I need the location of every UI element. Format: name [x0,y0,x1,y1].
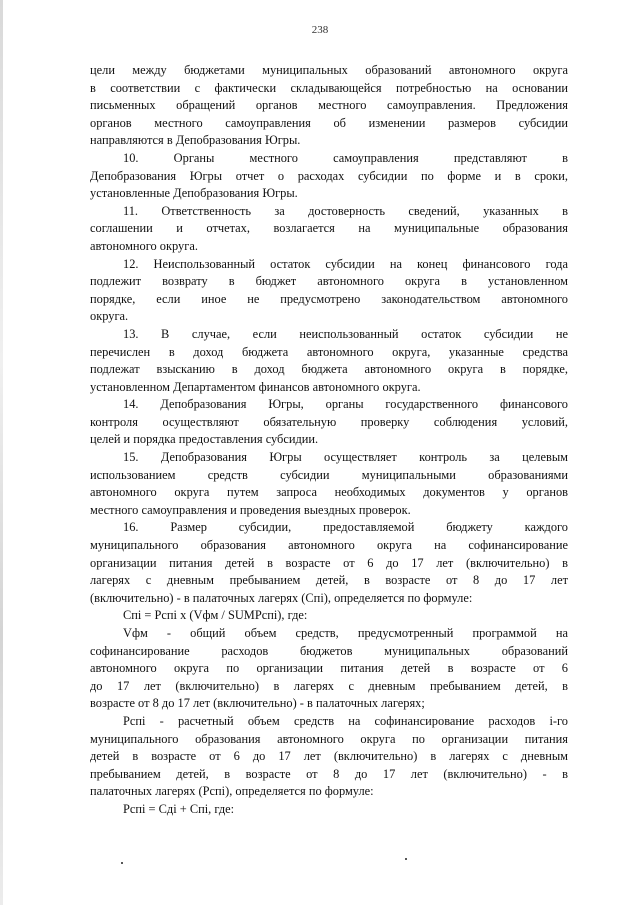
text-line: 10. Органы местного самоуправления представляют в [123,150,568,165]
text-line: Рспi - расчетный объем средств на софинансирование расходов i-го [123,713,568,728]
text-line: автономного округа. [90,238,198,253]
text-line: соглашении и отчетах, возлагается на муниципальные образования [90,221,568,236]
text-line: муниципального образования автономного округа на софинансирование [90,538,568,553]
text-line: 13. В случае, если неиспользованный остаток субсидии не [123,326,568,341]
scan-edge [0,0,3,905]
text-line: использованием средств субсидии муниципальными образованиями [90,467,568,482]
text-line: подлежит возврату в бюджет автономного округа в установленном [90,274,568,289]
text-line: софинансирование расходов бюджетов муниципальных образований [90,643,568,658]
text-line: 16. Размер субсидии, предоставляемой бюджету каждого [123,520,568,535]
text-line: до 17 лет (включительно) в лагерях с дневным пребыванием детей, в [90,678,568,693]
text-line: Спi = Рспi x (Vфм / SUMРспi), где: [123,608,308,623]
text-line: организации питания детей в возрасте от 6 до 17 лет (включительно) в [90,555,568,570]
text-line: детей в возрасте от 6 до 17 лет (включительно) в лагерях с дневным [90,749,568,764]
text-line: (включительно) - в палаточных лагерях (Спi), определяется по формуле: [90,590,473,605]
text-line: муниципального образования автономного округа по организации питания [90,731,568,746]
text-line: подлежат взысканию в доход бюджета автономного округа в порядке, [90,362,568,377]
text-line: 14. Депобразования Югры, органы государственного финансового [123,397,568,412]
scan-speck [121,862,123,864]
text-line: автономного округа путем запроса необходимых документов у органов [90,485,568,500]
text-line: письменных обращений органов местного самоуправления. Предложения [90,98,568,113]
text-line: целей и порядка предоставления субсидии. [90,432,319,447]
text-line: установленные Депобразования Югры. [90,186,298,201]
text-line: органов местного самоуправления об изменении размеров субсидии [90,115,568,130]
text-line: Vфм - общий объем средств, предусмотренный программой на [123,626,568,640]
text-line: перечислен в доход бюджета автономного округа, указанные средства [90,344,568,359]
text-line: лагерях с дневным пребыванием детей, в возрасте от 8 до 17 лет [90,573,568,588]
text-line: возрасте от 8 до 17 лет (включительно) - в палаточных лагерях; [90,696,425,711]
text-line: направляются в Депобразования Югры. [90,133,301,148]
text-line: 12. Неиспользованный остаток субсидии на конец финансового года [123,256,568,271]
text-line: автономного округа по организации питания детей в возрасте от 6 [90,661,568,676]
text-line: установленном Департаментом финансов автономного округа. [90,379,421,394]
text-line: 11. Ответственность за достоверность сведений, указанных в [123,203,568,218]
text-line: пребыванием детей, в возрасте от 8 до 17 лет (включительно) - в [90,766,568,781]
text-line: 15. Депобразования Югры осуществляет контроль за целевым [123,450,568,465]
text-line: местного самоуправления и проведения выездных проверок. [90,502,411,517]
text-line: контроля осуществляют обязательную проверку соблюдения условий, [90,414,568,429]
text-line: округа. [90,309,129,324]
scan-speck [405,858,407,860]
text-line: цели между бюджетами муниципальных образований автономного округа [90,63,568,77]
text-line: порядке, если иное не предусмотрено законодательством автономного [90,291,568,306]
document-body [90,62,568,819]
text-line: палаточных лагерях (Рспi), определяется по формуле: [90,784,374,799]
text-line: Рспi = Сдi + Спi, где: [123,801,235,816]
text-line: Депобразования Югры отчет о расходах субсидии по форме и в сроки, [90,168,568,183]
page-number: 238 [311,24,329,36]
text-line: в соответствии с фактически складывающейся потребностью на основании [90,80,568,95]
